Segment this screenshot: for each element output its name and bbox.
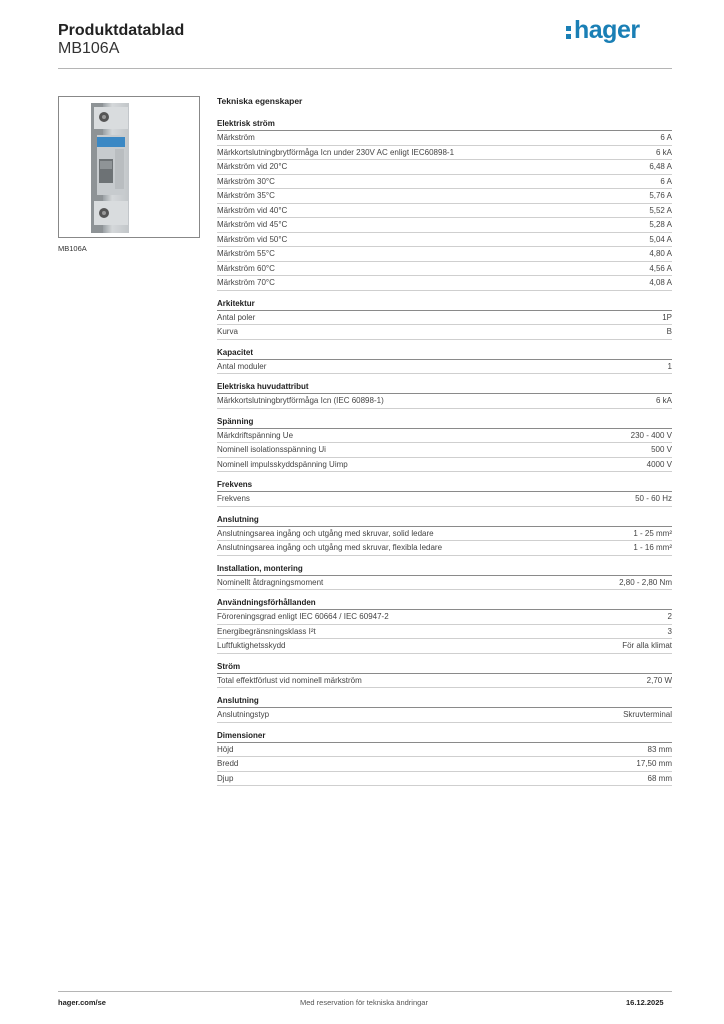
spec-value: 6 kA [655,396,672,406]
logo-text: hager [574,16,640,44]
spec-row [217,394,672,409]
spec-row [217,492,672,507]
spec-group [217,729,672,787]
header-divider [58,68,672,69]
spec-group [217,660,672,689]
spec-value: 500 V [651,445,672,455]
spec-row [217,541,672,556]
spec-label: Märkström 60°C [217,263,275,273]
spec-value: 50 - 60 Hz [635,494,672,504]
spec-row [217,325,672,340]
spec-label: Luftfuktighetsskydd [217,641,286,651]
spec-label: Nominellt åtdragningsmoment [217,577,324,587]
spec-label: Antal poler [217,312,256,322]
spec-group-title: Installation, montering [217,562,672,576]
spec-label: Frekvens [217,494,250,504]
spec-group [217,415,672,473]
spec-label: Märkström 35°C [217,191,275,201]
spec-group [217,297,672,340]
spec-label: Bredd [217,759,239,769]
spec-value: 2,70 W [646,675,672,685]
spec-row [217,204,672,219]
spec-row [217,160,672,175]
spec-value: 1 - 16 mm² [633,543,672,553]
spec-group [217,346,672,375]
spec-row [217,576,672,591]
spec-row [217,233,672,248]
spec-label: Anslutningstyp [217,710,270,720]
spec-value: 2,80 - 2,80 Nm [619,577,672,587]
spec-value: 17,50 mm [636,759,672,769]
spec-row [217,276,672,291]
spec-group-title: Dimensioner [217,729,672,743]
spec-group [217,596,672,654]
spec-group-title: Ström [217,660,672,674]
spec-label: Kurva [217,327,238,337]
spec-value: 5,04 A [649,234,672,244]
spec-label: Märkström vid 40°C [217,205,288,215]
footer-divider [58,991,672,992]
spec-group [217,478,672,507]
spec-row [217,360,672,375]
spec-row [217,262,672,277]
spec-value: 1 - 25 mm² [633,528,672,538]
spec-label: Anslutningsarea ingång och utgång med skruvar, flexibla ledare [217,543,443,553]
spec-group-title: Anslutning [217,513,672,527]
spec-group [217,562,672,591]
spec-group-title: Elektriska huvudattribut [217,380,672,394]
spec-group-title: Spänning [217,415,672,429]
spec-row [217,443,672,458]
image-caption: MB106A [58,244,87,253]
product-code: MB106A [58,40,120,57]
spec-label: Märkström 55°C [217,249,275,259]
footer-date: 16.12.2025 [626,998,664,1007]
spec-value: 6 A [660,133,672,143]
spec-group [217,513,672,556]
spec-group-title: Elektrisk ström [217,117,672,131]
spec-value: 68 mm [647,773,672,783]
spec-label: Märkdriftspänning Ue [217,430,294,440]
spec-group-title: Arkitektur [217,297,672,311]
spec-value: 5,52 A [649,205,672,215]
spec-value: 4,56 A [649,263,672,273]
spec-label: Anslutningsarea ingång och utgång med skruvar, solid ledare [217,528,434,538]
spec-row [217,639,672,654]
spec-group [217,694,672,723]
spec-row [217,175,672,190]
circuit-breaker-icon [59,97,199,237]
spec-group-title: Kapacitet [217,346,672,360]
logo-dots-icon [566,23,572,39]
spec-label: Antal moduler [217,361,267,371]
footer-website: hager.com/se [58,998,106,1007]
spec-group-title: Anslutning [217,694,672,708]
spec-label: Total effektförlust vid nominell märkström [217,675,362,685]
spec-label: Märkström vid 50°C [217,234,288,244]
spec-label: Märkström vid 45°C [217,220,288,230]
spec-value: 5,76 A [649,191,672,201]
hager-logo [566,16,640,45]
spec-row [217,527,672,542]
spec-label: Märkström 30°C [217,176,275,186]
spec-value: Skruvterminal [623,710,672,720]
spec-label: Märkkortslutningbrytförmåga Icn under 230V AC enligt IEC60898-1 [217,147,455,157]
spec-group-title: Frekvens [217,478,672,492]
spec-label: Energibegränsningsklass I²t [217,626,316,636]
spec-row [217,247,672,262]
spec-value: B [666,327,672,337]
spec-row [217,429,672,444]
spec-value: 3 [667,626,672,636]
spec-value: 1 [667,361,672,371]
spec-value: 4,80 A [649,249,672,259]
spec-value: 4,08 A [649,278,672,288]
spec-label: Märkström vid 20°C [217,162,288,172]
spec-value: 83 mm [647,744,672,754]
spec-label: Märkström [217,133,255,143]
spec-row [217,743,672,758]
spec-row [217,189,672,204]
spec-row [217,757,672,772]
spec-row [217,708,672,723]
spec-value: För alla klimat [622,641,672,651]
spec-row [217,146,672,161]
spec-value: 6 A [660,176,672,186]
spec-row [217,674,672,689]
spec-group-title: Användningsförhållanden [217,596,672,610]
spec-row [217,458,672,473]
spec-row [217,311,672,326]
spec-label: Nominell isolationsspänning Ui [217,445,326,455]
technical-specs [217,95,672,786]
spec-label: Märkkortslutningbrytförmåga Icn (IEC 60898-1) [217,396,384,406]
spec-row [217,772,672,787]
page-title: Produktdatablad [58,22,185,39]
spec-row [217,625,672,640]
product-image [58,96,200,238]
spec-value: 6,48 A [649,162,672,172]
spec-group [217,380,672,409]
spec-value: 4000 V [646,459,672,469]
spec-value: 5,28 A [649,220,672,230]
spec-value: 1P [662,312,672,322]
specs-title: Tekniska egenskaper [217,96,303,106]
spec-label: Föroreningsgrad enligt IEC 60664 / IEC 60947-2 [217,612,389,622]
footer-disclaimer: Med reservation för tekniska ändringar [300,998,428,1007]
spec-label: Djup [217,773,234,783]
spec-value: 230 - 400 V [630,430,672,440]
spec-row [217,218,672,233]
spec-group [217,117,672,291]
spec-label: Märkström 70°C [217,278,275,288]
spec-row [217,131,672,146]
spec-value: 6 kA [655,147,672,157]
spec-label: Höjd [217,744,234,754]
spec-value: 2 [667,612,672,622]
spec-label: Nominell impulsskyddspänning Uimp [217,459,348,469]
spec-row [217,610,672,625]
